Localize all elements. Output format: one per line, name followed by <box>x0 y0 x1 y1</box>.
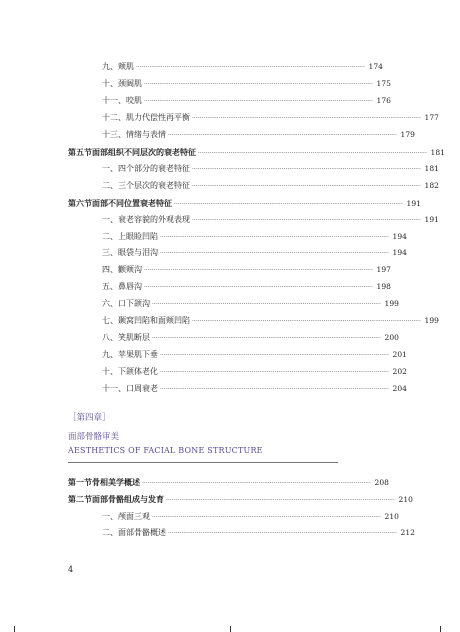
toc-leader-dots: ························································································································ <box>168 131 397 139</box>
toc-entry-title: 十二、肌力代偿性再平衡 <box>102 112 190 122</box>
toc-entry-title: 十、颈阔肌 <box>102 78 142 88</box>
chapter-title-english: AESTHETICS OF FACIAL BONE STRUCTURE <box>68 446 263 455</box>
crop-mark-right <box>440 626 441 632</box>
toc-leader-dots: ························································································································ <box>192 182 421 190</box>
toc-page-number: 174 <box>368 62 383 71</box>
toc-leader-dots: ························································································································ <box>152 335 381 343</box>
toc-leader-dots: ························································································································ <box>168 530 397 537</box>
toc-entry[interactable] <box>102 316 439 326</box>
crop-mark-center <box>230 626 231 632</box>
toc-entry-title: 十三、情绪与表情 <box>102 129 166 139</box>
toc-entry[interactable] <box>102 214 439 225</box>
page-number: 4 <box>68 565 74 574</box>
toc-entry[interactable] <box>102 248 407 258</box>
toc-leader-dots: ························································································································ <box>160 386 389 394</box>
toc-entry[interactable] <box>102 333 399 343</box>
toc-page-number: 210 <box>398 495 413 504</box>
chapter-tag: ［第四章］ <box>68 413 111 423</box>
toc-entry[interactable] <box>68 197 421 208</box>
toc-entry-title: 二、上眼睑凹陷 <box>102 231 158 241</box>
chapter-title: 面部骨骼审美 <box>68 432 120 442</box>
toc-entry[interactable] <box>102 112 439 123</box>
toc-leader-dots: ························································································································ <box>174 200 403 208</box>
toc-leader-dots: ························································································································ <box>144 97 373 105</box>
toc-page-number: 212 <box>400 528 415 537</box>
toc-leader-dots: ························································································································ <box>192 318 421 326</box>
toc-entry-title: 十、下颌体老化 <box>102 367 158 377</box>
toc-leader-dots: ························································································································ <box>144 284 373 292</box>
toc-entry[interactable] <box>102 95 391 106</box>
toc-leader-dots: ························································································································ <box>160 250 389 258</box>
toc-entry[interactable] <box>102 350 407 360</box>
toc-page-number: 197 <box>376 265 391 275</box>
toc-page-number: 200 <box>384 333 399 343</box>
toc-entry-title: 九、苹果肌下垂 <box>102 350 158 360</box>
toc-page-number: 175 <box>376 78 391 88</box>
toc-leader-dots: ························································································································ <box>142 480 371 487</box>
toc-entry[interactable] <box>68 146 445 157</box>
toc-entry[interactable] <box>102 231 407 242</box>
toc-entry-title: 面部骨骼组成与发育 <box>92 494 164 504</box>
toc-page-number: 201 <box>392 350 407 360</box>
toc-leader-dots: ························································································································ <box>144 267 373 275</box>
toc-page-number: 204 <box>392 384 407 394</box>
toc-page-number: 176 <box>376 95 391 105</box>
toc-leader-dots: ························································································································ <box>152 514 381 521</box>
toc-leader-dots: ························································································································ <box>136 64 365 71</box>
toc-section-number: 第二节 <box>68 494 92 504</box>
toc-entry[interactable] <box>68 477 389 487</box>
toc-entry-title: 面部组织不同层次的衰老特征 <box>92 146 196 157</box>
toc-page-number: 208 <box>374 478 389 487</box>
toc-page-number: 198 <box>376 282 391 292</box>
toc-leader-dots: ························································································································ <box>152 301 381 309</box>
toc-entry-title: 面部不同位置衰老特征 <box>92 197 172 208</box>
toc-entry-title: 二、面部骨骼概述 <box>102 528 166 537</box>
toc-leader-dots: ························································································································ <box>160 233 389 241</box>
toc-entry[interactable] <box>102 512 399 522</box>
toc-entry[interactable] <box>102 282 391 292</box>
toc-entry[interactable] <box>102 163 439 174</box>
toc-entry-title: 八、笑肌断层 <box>102 333 150 343</box>
toc-page-number: 199 <box>384 299 399 309</box>
toc-entry[interactable] <box>102 180 439 191</box>
toc-entry[interactable] <box>102 299 399 309</box>
toc-leader-dots: ························································································································ <box>144 80 373 88</box>
toc-entry-title: 十一、咬肌 <box>102 95 142 105</box>
toc-leader-dots: ························································································································ <box>166 497 395 504</box>
toc-entry-title: 一、衰老容貌的外观表现 <box>102 214 190 224</box>
toc-leader-dots: ························································································································ <box>160 369 389 377</box>
toc-page-number: 194 <box>392 248 407 258</box>
toc-page-number: 191 <box>406 198 421 208</box>
toc-page-number: 194 <box>392 231 407 241</box>
toc-page-number: 199 <box>424 316 439 326</box>
toc-entry[interactable] <box>102 62 383 72</box>
toc-page-number: 177 <box>424 112 439 122</box>
toc-leader-dots: ························································································································ <box>198 149 427 157</box>
crop-mark-left <box>14 626 15 632</box>
toc-page-number: 181 <box>424 163 439 173</box>
toc-entry-title: 四、颧颊沟 <box>102 265 142 275</box>
toc-page-number: 191 <box>424 214 439 224</box>
toc-leader-dots: ························································································································ <box>160 352 389 360</box>
toc-entry-title: 十一、口周衰老 <box>102 384 158 394</box>
toc-entry-title: 骨相美学概述 <box>92 477 140 487</box>
toc-leader-dots: ························································································································ <box>192 165 421 173</box>
toc-entry-title: 一、颅面三观 <box>102 512 150 521</box>
toc-entry-title: 九、颊肌 <box>102 62 134 71</box>
toc-entry[interactable] <box>102 265 391 275</box>
toc-section-number: 第六节 <box>68 197 92 208</box>
toc-leader-dots: ························································································································ <box>192 216 421 224</box>
toc-page-number: 210 <box>384 512 399 521</box>
toc-entry-title: 三、眼袋与泪沟 <box>102 248 158 258</box>
toc-entry-title: 七、颞窝凹陷和面颊凹陷 <box>102 316 190 326</box>
toc-section-number: 第五节 <box>68 146 92 157</box>
toc-entry[interactable] <box>102 384 407 394</box>
chapter-divider <box>68 462 338 463</box>
toc-page-number: 182 <box>424 180 439 190</box>
toc-page-number: 202 <box>392 367 407 377</box>
toc-page-number: 179 <box>400 129 415 139</box>
toc-page-number: 181 <box>430 147 445 157</box>
toc-entry[interactable] <box>102 78 391 89</box>
toc-entry-title: 六、口下颌沟 <box>102 299 150 309</box>
toc-entry-title: 五、鼻唇沟 <box>102 282 142 292</box>
toc-entry[interactable] <box>102 129 415 140</box>
toc-entry-title: 二、三个层次的衰老特征 <box>102 180 190 190</box>
toc-section-number: 第一节 <box>68 477 92 487</box>
toc-entry-title: 一、四个部分的衰老特征 <box>102 163 190 173</box>
toc-entry[interactable] <box>68 494 413 504</box>
toc-entry[interactable] <box>102 367 407 377</box>
toc-entry[interactable] <box>102 528 415 538</box>
toc-leader-dots: ························································································································ <box>192 114 421 122</box>
